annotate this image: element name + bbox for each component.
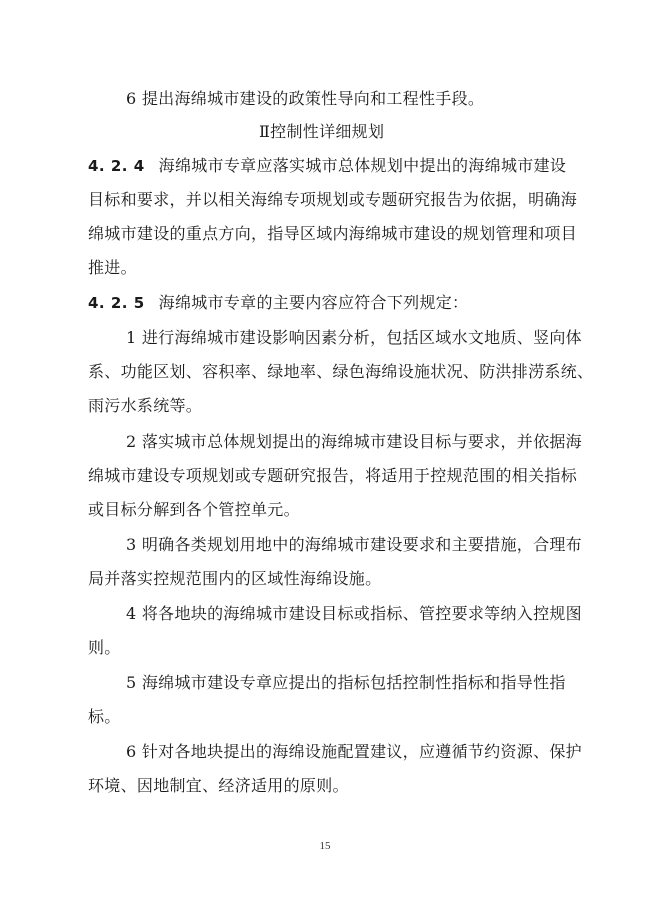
list-item-2-line-1 (126, 432, 582, 452)
clause-4-2-5-line-1 (88, 293, 468, 313)
clause-4-2-4-line-4 (88, 258, 137, 278)
clause-4-2-4-line-1 (88, 156, 566, 176)
line-text: 2 落实城市总体规划提出的海绵城市建设目标与要求，并依据海 (126, 432, 582, 451)
clause-number: 4. 2. 5 (88, 294, 145, 312)
line-text: 1 进行海绵城市建设影响因素分析，包括区域水文地质、竖向体 (126, 328, 582, 347)
list-item-4-line-2 (88, 638, 121, 658)
line-text: 或目标分解到各个管控单元。 (88, 500, 300, 519)
clause-number: 4. 2. 4 (88, 157, 145, 175)
line-text: 绵城市建设专项规划或专题研究报告，将适用于控规范围的相关指标 (88, 466, 578, 485)
line-text: 环境、因地制宜、经济适用的原则。 (88, 776, 349, 795)
line-text: 5 海绵城市建设专章应提出的指标包括控制性指标和指导性指 (126, 673, 566, 692)
line-text: 海绵城市专章的主要内容应符合下列规定： (158, 293, 469, 312)
list-item-6-previous (126, 89, 484, 109)
list-item-1-line-1 (126, 328, 582, 348)
line-text: 3 明确各类规划用地中的海绵城市建设要求和主要措施，合理布 (126, 535, 582, 554)
line-text: 4 将各地块的海绵城市建设目标或指标、管控要求等纳入控规图 (126, 604, 582, 623)
line-text: 6 提出海绵城市建设的政策性导向和工程性手段。 (126, 89, 485, 108)
line-text: 推进。 (88, 258, 137, 277)
list-item-2-line-3 (88, 500, 300, 520)
line-text: 目标和要求，并以相关海绵专项规划或专题研究报告为依据，明确海 (88, 190, 578, 209)
line-text: 绵城市建设的重点方向，指导区域内海绵城市建设的规划管理和项目 (88, 224, 578, 243)
line-text: 局并落实控规范围内的区域性海绵设施。 (88, 569, 382, 588)
list-item-3-line-1 (126, 535, 582, 555)
clause-4-2-4-line-2 (88, 190, 577, 210)
list-item-4-line-1 (126, 604, 582, 624)
list-item-6-line-2 (88, 776, 349, 796)
line-text: 则。 (88, 638, 121, 657)
line-text: 标。 (88, 707, 121, 726)
line-text: 海绵城市专章应落实城市总体规划中提出的海绵城市建设 (158, 156, 567, 175)
list-item-1-line-2 (88, 362, 593, 382)
list-item-5-line-1 (126, 673, 566, 693)
line-text: 雨污水系统等。 (88, 396, 203, 415)
list-item-5-line-2 (88, 707, 121, 727)
clause-4-2-4-line-3 (88, 224, 577, 244)
section-heading-text: Ⅱ控制性详细规划 (259, 122, 385, 141)
list-item-6-line-1 (126, 742, 582, 762)
line-text: 系、功能区划、容积率、绿地率、绿色海绵设施状况、防洪排涝系统、 (88, 362, 594, 381)
list-item-1-line-3 (88, 396, 202, 416)
list-item-2-line-2 (88, 466, 577, 486)
list-item-3-line-2 (88, 569, 381, 589)
section-heading (259, 122, 384, 142)
line-text: 6 针对各地块提出的海绵设施配置建议，应遵循节约资源、保护 (126, 742, 582, 761)
page-number: 15 (319, 840, 331, 852)
